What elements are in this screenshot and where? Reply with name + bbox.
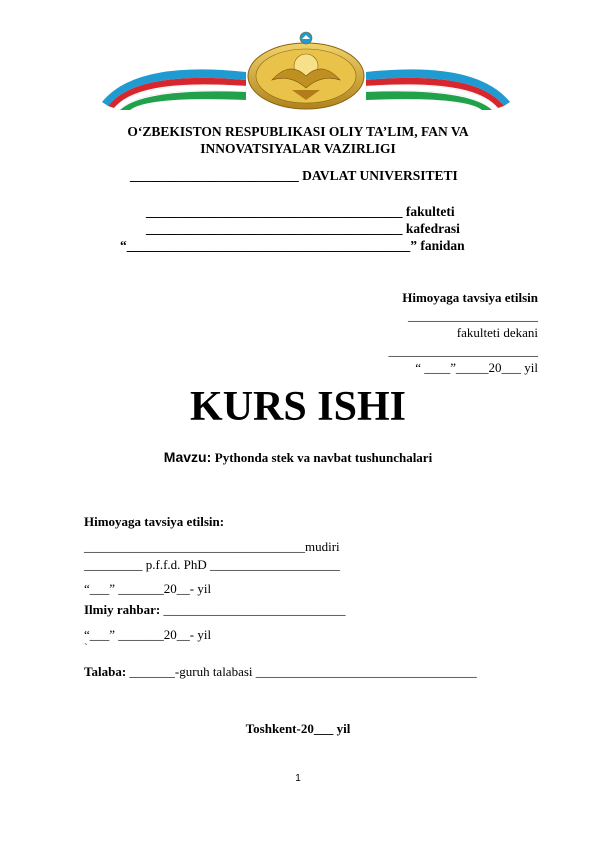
student-line bbox=[84, 664, 477, 680]
faculty-label: fakulteti bbox=[405, 204, 455, 219]
university-label: DAVLAT UNIVERSITETI bbox=[302, 168, 458, 183]
state-emblem-logo bbox=[96, 30, 516, 110]
subject-label: ” fanidan bbox=[410, 238, 465, 253]
city-year: Toshkent-20___ yil bbox=[245, 721, 351, 736]
student-name-blank: __________________________________ bbox=[255, 664, 477, 679]
coat-of-arms-icon bbox=[248, 32, 364, 109]
department-blank: ______________________________________ bbox=[146, 221, 403, 236]
head-blank: __________________________________ bbox=[84, 539, 305, 554]
advisor-line bbox=[84, 602, 345, 618]
head-label: mudiri bbox=[305, 539, 340, 554]
subject-line bbox=[120, 238, 465, 254]
defense-title: Himoyaga tavsiya etilsin: bbox=[84, 514, 225, 529]
dean-label: fakulteti dekani bbox=[456, 325, 538, 340]
head-line bbox=[84, 539, 340, 555]
document-title: KURS ISHI bbox=[190, 384, 406, 430]
dean-signature-line: _______________________ bbox=[388, 343, 538, 358]
advisor-date: “___” _______20__- yil bbox=[84, 627, 212, 642]
ministry-title-line2: INNOVATSIYALAR VAZIRLIGI bbox=[200, 141, 396, 156]
approval-signature-line: ____________________ bbox=[408, 308, 538, 323]
flag-ribbon-left bbox=[102, 69, 246, 110]
advisor-blank: ____________________________ bbox=[163, 602, 346, 617]
degree-line: _________ p.f.f.d. PhD ____________________ bbox=[84, 557, 341, 572]
department-label: kafedrasi bbox=[405, 221, 460, 236]
faculty-line bbox=[146, 204, 455, 220]
page-number: 1 bbox=[295, 773, 301, 784]
approval-date: “ ____”_____20___ yil bbox=[415, 360, 538, 375]
approval-title: Himoyaga tavsiya etilsin bbox=[402, 290, 538, 305]
stray-mark: ` bbox=[84, 642, 88, 654]
student-group-blank: _______ bbox=[129, 664, 175, 679]
student-label: Talaba: bbox=[84, 664, 127, 679]
topic-label: Mavzu: bbox=[163, 449, 212, 465]
flag-ribbon-right bbox=[366, 69, 510, 110]
faculty-blank: ______________________________________ bbox=[146, 204, 403, 219]
university-blank: _________________________ bbox=[130, 168, 299, 183]
ministry-title-line1: O‘ZBEKISTON RESPUBLIKASI OLIY TA’LIM, FAN VA bbox=[127, 124, 469, 139]
university-line bbox=[130, 168, 458, 184]
subject-blank: “__________________________________________ bbox=[120, 238, 411, 253]
department-line bbox=[146, 221, 460, 237]
student-group-text: -guruh talabasi bbox=[174, 664, 253, 679]
advisor-label: Ilmiy rahbar: bbox=[84, 602, 161, 617]
topic-line bbox=[0, 449, 596, 467]
defense-date: “___” _______20__- yil bbox=[84, 581, 212, 596]
topic-value: Pythonda stek va navbat tushunchalari bbox=[214, 450, 433, 465]
